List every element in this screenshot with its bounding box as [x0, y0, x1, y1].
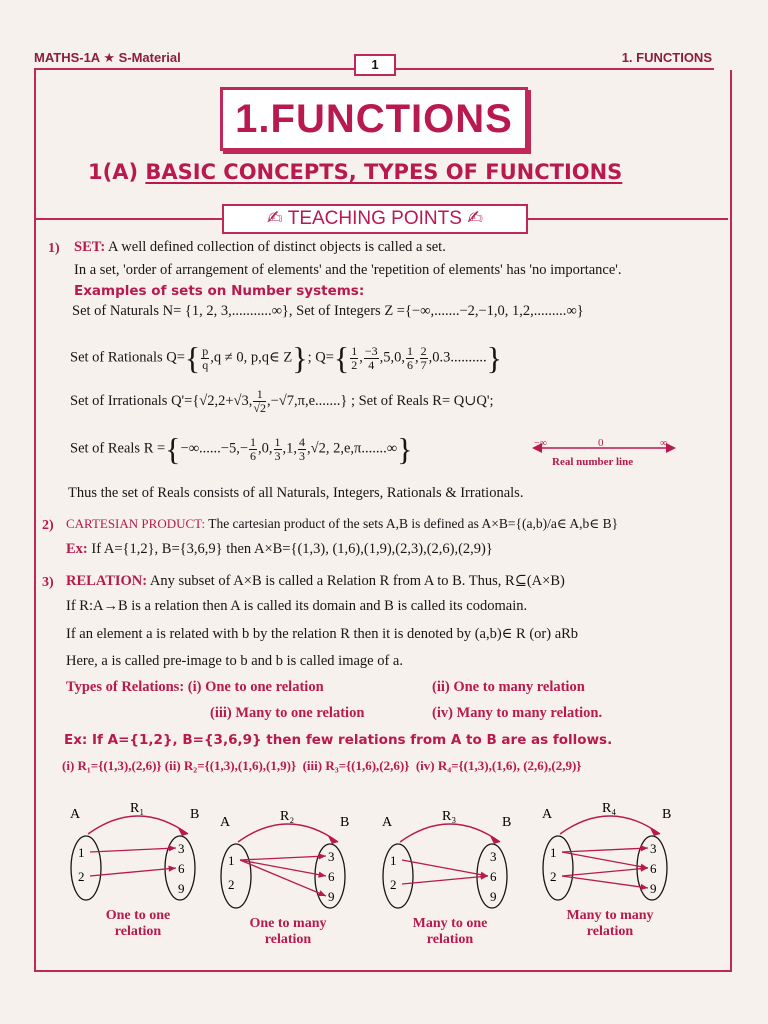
irrationals-text: Set of Irrationals Q'={√2,2+√3,	[70, 392, 253, 409]
relation-line3: If an element a is related with b by the relation R then it is denoted by (a,b)∈ R (or) aRb	[66, 626, 579, 642]
frac-num: 1	[274, 434, 281, 449]
relation-caption-1	[58, 908, 218, 940]
caption-line-1: One to many	[249, 916, 327, 931]
rationals-cond: ,q ≠ 0, p,q∈ Z	[210, 349, 293, 366]
rationals-line: Set of Rationals Q={ $\frac{p}{q}$ ,q ≠ 0, p,q∈ Z}; Q={ $\frac{1}{2}$ , $\frac{-3}{4}$ ,5,0, $\frac{1}{6}$ , $\frac{2}{7}$ ,0.3..........}	[70, 340, 502, 376]
arc-arrow-icon	[490, 836, 500, 844]
caption-line-2: relation	[426, 932, 474, 947]
relation-name: R₄	[602, 801, 617, 816]
relation-r2: (ii) R₂={(1,3),(1,6),(1,9)}	[164, 758, 297, 773]
set-b-label: B	[502, 815, 512, 830]
header-left: MATHS-1A ★ S-Material	[34, 50, 181, 65]
frac-num: 1	[407, 343, 414, 358]
set-a-label: A	[542, 807, 553, 822]
set-a-ellipse	[383, 844, 413, 908]
set-a-element: 1	[390, 853, 397, 868]
set-b-element: 3	[328, 849, 335, 864]
relation-arc	[400, 824, 500, 842]
frac-num: 1	[253, 388, 266, 402]
relation-line4: Here, a is called pre-image to b and b is called image of a.	[66, 653, 403, 669]
header-right: 1. FUNCTIONS	[621, 50, 712, 65]
real-number-line	[530, 436, 680, 470]
brace-open: {	[184, 340, 201, 376]
relation-r1: (i) R₁={(1,3),(2,6)}	[62, 758, 162, 773]
relation-example: Ex: If A={1,2}, B={3,6,9} then few relations from A to B are as follows.	[64, 732, 613, 748]
arrowhead-icon	[640, 884, 648, 890]
rationals-q: ; Q=	[307, 349, 334, 366]
type-one-to-many: (ii) One to many relation	[432, 679, 585, 695]
fraction-m3-4	[364, 345, 379, 372]
mapping-arrow	[402, 860, 488, 876]
subtitle-text: BASIC CONCEPTS, TYPES OF FUNCTIONS	[145, 160, 623, 184]
mapping-arrow	[562, 868, 648, 876]
mapping-arrow	[402, 876, 488, 884]
set-b-element: 9	[650, 881, 657, 896]
fraction-p-q	[201, 345, 209, 372]
frac-den: √2	[253, 401, 266, 415]
cartesian-ex-label: Ex:	[66, 541, 88, 557]
subtitle-prefix: 1(A)	[88, 160, 146, 184]
fraction-1-6	[406, 345, 414, 372]
set-a-element: 1	[550, 845, 557, 860]
relation-name: R₁	[130, 801, 145, 816]
set-a-element: 2	[78, 869, 85, 884]
irrationals-tail: ,−√7,π,e.......} ; Set of Reals R= Q∪Q';	[266, 392, 494, 409]
frac-num: p	[202, 343, 209, 358]
relation-arc	[560, 816, 660, 834]
relation-diagram-1	[68, 800, 208, 905]
set-a-element: 2	[228, 877, 235, 892]
fraction-1-6b	[249, 436, 257, 463]
relation-caption-4	[530, 908, 690, 940]
naturals-integers-line: Set of Naturals N= {1, 2, 3,...........∞}, Set of Integers Z ={−∞,.......−2,−1,0, 1,2,.........∞}	[72, 303, 584, 319]
frac-num: 4	[299, 434, 306, 449]
relation-diagram-2	[218, 808, 358, 913]
number-line-left: −∞	[534, 438, 547, 449]
brace-open-2: {	[333, 340, 350, 376]
frac-den: 6	[250, 448, 257, 463]
set-a-ellipse	[543, 836, 573, 900]
arrowhead-icon	[318, 853, 326, 859]
rationals-end: ,0.3..........	[428, 349, 487, 366]
set-b-element: 9	[178, 881, 185, 896]
fraction-1-2	[350, 345, 358, 372]
set-a-element: 1	[78, 845, 85, 860]
frac-den: 3	[274, 448, 281, 463]
page-number: 1	[354, 54, 396, 76]
number-line-caption: Real number line	[552, 456, 634, 468]
item-number-1: 1)	[48, 241, 60, 256]
reals-a: −∞......−5,−	[180, 440, 249, 457]
set-b-element: 6	[650, 861, 657, 876]
relation-diagram-4	[540, 800, 680, 905]
relation-arc	[88, 816, 188, 834]
type-many-to-many: (iv) Many to many relation.	[432, 705, 603, 721]
frac-den: 6	[407, 357, 414, 372]
set-a-label: A	[382, 815, 393, 830]
mapping-arrow	[562, 876, 648, 888]
caption-line-2: relation	[264, 932, 312, 947]
arrowhead-icon	[168, 845, 176, 851]
arrowhead-icon	[640, 845, 648, 851]
type-one-to-one: (i) One to one relation	[187, 679, 324, 695]
arc-arrow-icon	[178, 828, 188, 836]
mapping-arrow	[562, 852, 648, 868]
relation-line2: If R:A→B is a relation then A is called its domain and B is called its codomain.	[66, 598, 528, 614]
frac-den: q	[202, 357, 209, 372]
brace-close-3: }	[397, 431, 413, 467]
relation-r4: (iv) R₄={(1,3),(1,6), (2,6),(2,9)}	[415, 758, 582, 773]
relation-name: R₃	[442, 809, 457, 824]
fraction-4-3	[298, 436, 306, 463]
caption-line-2: relation	[586, 924, 634, 939]
frac-den: 7	[420, 357, 427, 372]
set-b-element: 3	[650, 841, 657, 856]
section-subtitle	[88, 160, 622, 184]
mapping-arrow	[240, 860, 326, 876]
types-label: Types of Relations:	[66, 679, 185, 695]
cartesian-def-text: The cartesian product of the sets A,B is defined as A×B={(a,b)/a∈ A,b∈ B}	[205, 516, 619, 531]
reals-b: ,0,	[258, 440, 273, 457]
relation-caption-3	[370, 916, 530, 948]
item-number-2: 2)	[42, 518, 54, 533]
frac-den: 4	[368, 357, 375, 372]
cartesian-definition	[66, 516, 618, 532]
number-line-zero: 0	[598, 437, 604, 449]
reals-line	[70, 433, 412, 465]
set-b-element: 6	[490, 869, 497, 884]
examples-heading: Examples of sets on Number systems:	[74, 283, 365, 299]
brace-close: }	[292, 340, 308, 376]
relation-arc	[238, 824, 338, 842]
number-line-right: ∞	[660, 438, 668, 449]
reals-d: ,√2, 2,e,π.......∞	[307, 440, 398, 457]
set-b-label: B	[190, 807, 200, 822]
set-line2: In a set, 'order of arrangement of elements' and the 'repetition of elements' has 'no importance'.	[74, 262, 622, 278]
reals-c: ,1,	[282, 440, 298, 457]
relation-label: RELATION:	[66, 573, 148, 589]
frac-num: 2	[420, 343, 427, 358]
title-box	[220, 87, 528, 151]
brace-close-2: }	[486, 340, 502, 376]
relation-caption-2	[208, 916, 368, 948]
set-a-element: 1	[228, 853, 235, 868]
brace-open-3: {	[165, 431, 181, 467]
relation-definition	[66, 573, 565, 590]
arrow-right-icon	[666, 443, 676, 453]
fraction-2-7	[420, 345, 428, 372]
fraction-1-sqrt2	[253, 388, 266, 415]
relation-def-text: Any subset of A×B is called a Relation R from A to B. Thus, R⊆(A×B)	[147, 573, 565, 589]
arc-arrow-icon	[328, 836, 338, 844]
set-definition	[74, 239, 446, 256]
arrowhead-icon	[318, 872, 326, 878]
set-b-element: 6	[328, 869, 335, 884]
types-of-relations	[66, 679, 324, 696]
relation-name: R₂	[280, 809, 295, 824]
set-b-label: B	[340, 815, 350, 830]
set-a-ellipse	[71, 836, 101, 900]
type-many-to-one: (iii) Many to one relation	[210, 705, 365, 721]
set-a-ellipse	[221, 844, 251, 908]
caption-line-1: One to one	[105, 908, 171, 923]
caption-line-2: relation	[114, 924, 162, 939]
rationals-label: Set of Rationals Q=	[70, 349, 185, 366]
set-b-element: 3	[490, 849, 497, 864]
cartesian-label: CARTESIAN PRODUCT:	[66, 516, 206, 531]
mapping-arrow	[90, 868, 176, 876]
frac-den: 2	[351, 357, 358, 372]
set-label: SET:	[74, 239, 106, 255]
reals-label: Set of Reals R =	[70, 440, 166, 457]
relation-diagram-3	[380, 808, 520, 913]
mapping-arrow	[240, 860, 326, 896]
teaching-points-box	[222, 204, 528, 234]
cartesian-example	[66, 541, 493, 558]
set-a-label: A	[70, 807, 81, 822]
frac-num: −3	[364, 343, 378, 358]
set-b-element: 9	[490, 889, 497, 904]
frac-num: 1	[250, 434, 257, 449]
set-b-label: B	[662, 807, 672, 822]
arc-arrow-icon	[650, 828, 660, 836]
mapping-arrow	[90, 848, 176, 852]
frac-den: 3	[299, 448, 306, 463]
relation-list	[62, 758, 581, 774]
frac-num: 1	[351, 343, 358, 358]
fraction-1-3	[274, 436, 282, 463]
page-title: 1.FUNCTIONS	[235, 97, 513, 141]
set-a-element: 2	[550, 869, 557, 884]
caption-line-1: Many to many	[566, 908, 654, 923]
set-a-label: A	[220, 815, 231, 830]
irrationals-line	[70, 388, 494, 415]
set-b-element: 6	[178, 861, 185, 876]
set-b-element: 3	[178, 841, 185, 856]
item-number-3: 3)	[42, 575, 54, 590]
teaching-points-heading: ✍ TEACHING POINTS ✍	[266, 208, 484, 229]
relation-r3: (iii) R₃={(1,6),(2,6)}	[302, 758, 410, 773]
reals-conclusion: Thus the set of Reals consists of all Naturals, Integers, Rationals & Irrationals.	[68, 485, 524, 501]
cartesian-ex-text: If A={1,2}, B={3,6,9} then A×B={(1,3), (1,6),(1,9),(2,3),(2,6),(2,9)}	[87, 541, 493, 557]
mapping-arrow	[562, 848, 648, 852]
rationals-tail: ,5,0,	[379, 349, 406, 366]
mapping-arrow	[240, 856, 326, 860]
caption-line-1: Many to one	[412, 916, 488, 931]
set-def-text: A well defined collection of distinct objects is called a set.	[105, 239, 446, 255]
set-b-element: 9	[328, 889, 335, 904]
set-a-element: 2	[390, 877, 397, 892]
